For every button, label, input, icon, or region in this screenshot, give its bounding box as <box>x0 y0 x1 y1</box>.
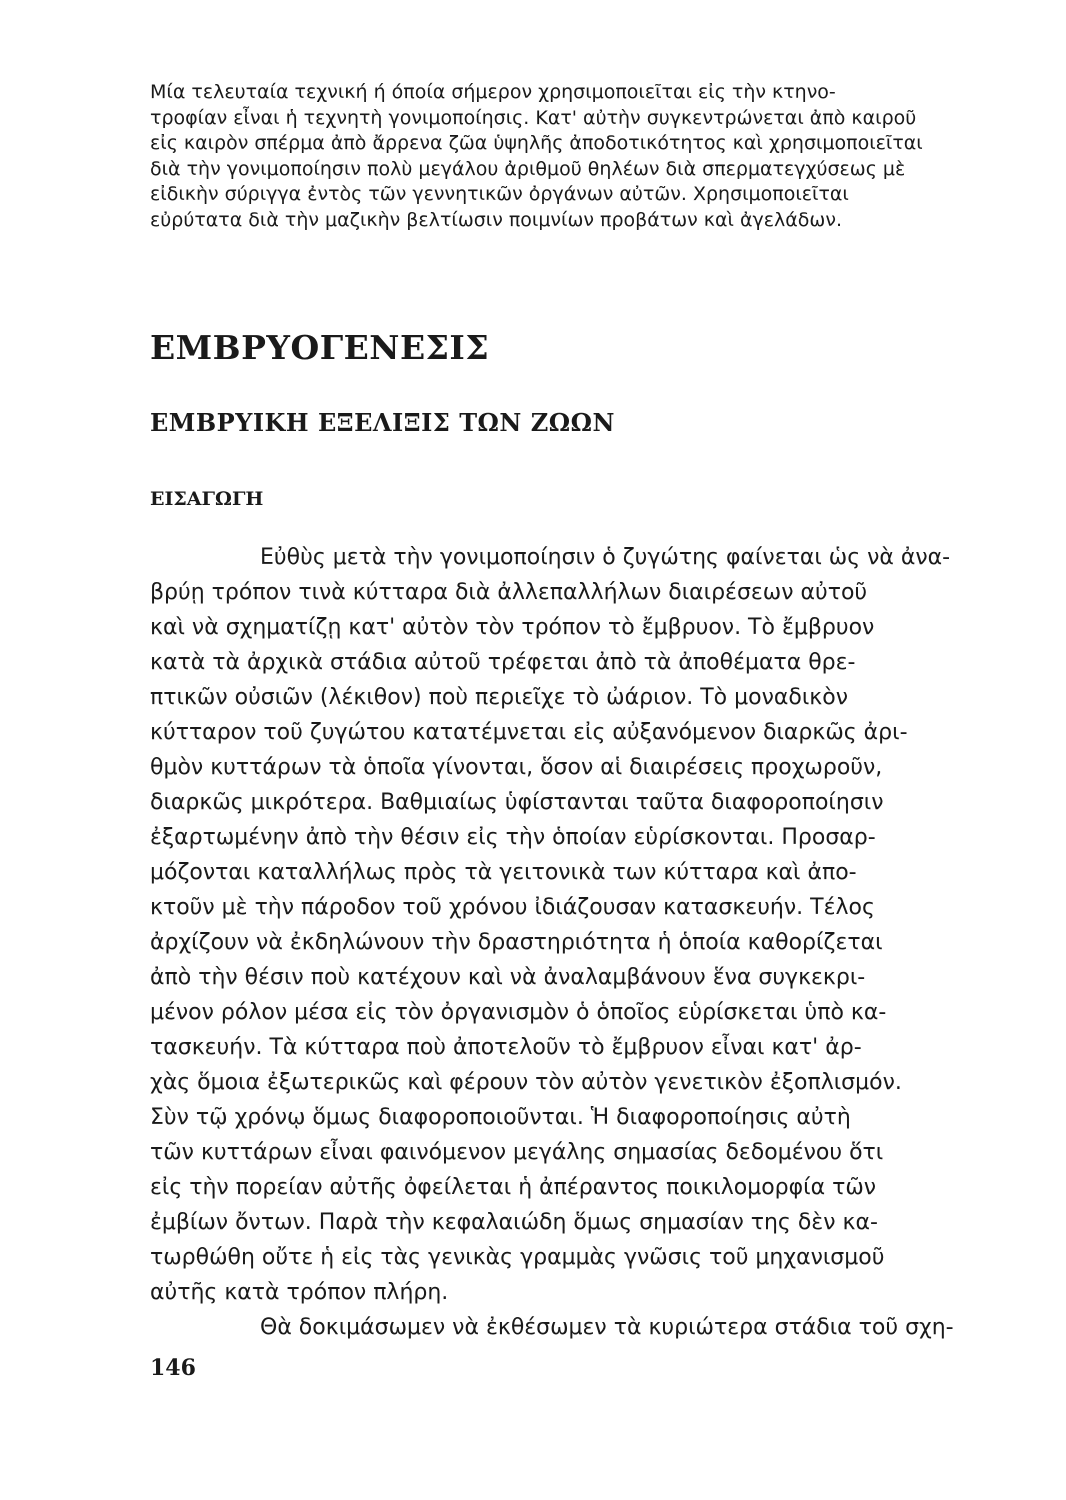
body-line: τῶν κυττάρων εἶναι φαινόμενον μεγάλης σημασίας δεδομένου ὅτι <box>150 1140 884 1165</box>
body-line: ἀπὸ τὴν θέσιν ποὺ κατέχουν καὶ νὰ ἀναλαμβάνουν ἕνα συγκεκρι- <box>150 965 866 990</box>
body-line: πτικῶν οὐσιῶν (λέκιθον) ποὺ περιεῖχε τὸ ὠάριον. Τὸ μοναδικὸν <box>150 685 849 710</box>
intro-line: εἰς καιρὸν σπέρμα ἀπὸ ἄρρενα ζῶα ὑψηλῆς ἀποδοτικότητος καὶ χρησιμοποιεῖται <box>150 132 923 154</box>
chapter-title: ΕΜΒΡΥΟΓΕΝΕΣΙΣ <box>150 328 490 367</box>
body-line: θμὸν κυττάρων τὰ ὁποῖα γίνονται, ὅσον αἱ διαιρέσεις προχωροῦν, <box>150 755 883 780</box>
body-line: τασκευήν. Τὰ κύτταρα ποὺ ἀποτελοῦν τὸ ἔμβρυον εἶναι κατ' ἀρ- <box>150 1035 862 1060</box>
body-line: Θὰ δοκιμάσωμεν νὰ ἐκθέσωμεν τὰ κυριώτερα στάδια τοῦ σχη- <box>260 1315 954 1340</box>
body-line: ἐξαρτωμένην ἀπὸ τὴν θέσιν εἰς τὴν ὁποίαν εὑρίσκονται. Προσαρ- <box>150 825 876 850</box>
body-line: Σὺν τῷ χρόνῳ ὅμως διαφοροποιοῦνται. Ἡ διαφοροποίησις αὐτὴ <box>150 1105 851 1130</box>
body-line: ἐμβίων ὄντων. Παρὰ τὴν κεφαλαιώδη ὅμως σημασίαν της δὲν κα- <box>150 1210 878 1235</box>
section-heading: ΕΙΣΑΓΩΓΗ <box>150 488 264 510</box>
body-line: καὶ νὰ σχηματίζῃ κατ' αὐτὸν τὸν τρόπον τὸ ἔμβρυον. Τὸ ἔμβρυον <box>150 615 875 640</box>
body-line: κύτταρον τοῦ ζυγώτου κατατέμνεται εἰς αὐξανόμενον διαρκῶς ἀρι- <box>150 720 908 745</box>
intro-line: Μία τελευταία τεχνική ή όποία σήμερον χρησιμοποιεῖται εἰς τὴν κτηνο- <box>150 81 836 103</box>
body-line: εἰς τὴν πορείαν αὐτῆς ὀφείλεται ἡ ἀπέραντος ποικιλομορφία τῶν <box>150 1175 877 1200</box>
page-number: 146 <box>150 1355 196 1381</box>
body-line: κτοῦν μὲ τὴν πάροδον τοῦ χρόνου ἰδιάζουσαν κατασκευήν. Τέλος <box>150 895 875 920</box>
body-line: κατὰ τὰ ἀρχικὰ στάδια αὐτοῦ τρέφεται ἀπὸ τὰ ἀποθέματα θρε- <box>150 650 856 675</box>
chapter-subtitle: ΕΜΒΡΥΙΚΗ ΕΞΕΛΙΞΙΣ ΤΩΝ ΖΩΩΝ <box>150 408 615 437</box>
intro-line: εὐρύτατα διὰ τὴν μαζικὴν βελτίωσιν ποιμνίων προβάτων καὶ ἀγελάδων. <box>150 208 842 231</box>
intro-line: τροφίαν εἶναι ἡ τεχνητὴ γονιμοποίησις. Κατ' αὐτὴν συγκεντρώνεται ἀπὸ καιροῦ <box>150 106 917 129</box>
body-paragraph <box>150 540 1020 1345</box>
intro-line: διὰ τὴν γονιμοποίησιν πολὺ μεγάλου ἀριθμοῦ θηλέων διὰ σπερματεγχύσεως μὲ <box>150 157 906 180</box>
intro-line: εἰδικὴν σύριγγα ἐντὸς τῶν γεννητικῶν ὀργάνων αὐτῶν. Χρησιμοποιεῖται <box>150 183 849 205</box>
body-line: Εὐθὺς μετὰ τὴν γονιμοποίησιν ὁ ζυγώτης φαίνεται ὡς νὰ ἀνα- <box>260 545 951 570</box>
intro-paragraph <box>150 80 1020 233</box>
body-line: τωρθώθη οὔτε ἡ εἰς τὰς γενικὰς γραμμὰς γνῶσις τοῦ μηχανισμοῦ <box>150 1245 885 1270</box>
body-line: μόζονται καταλλήλως πρὸς τὰ γειτονικὰ των κύτταρα καὶ ἀπο- <box>150 860 857 885</box>
body-line: χὰς ὅμοια ἐξωτερικῶς καὶ φέρουν τὸν αὐτὸν γενετικὸν ἐξοπλισμόν. <box>150 1070 902 1095</box>
body-line: αὐτῆς κατὰ τρόπον πλήρη. <box>150 1280 449 1305</box>
body-line: βρύῃ τρόπον τινὰ κύτταρα διὰ ἀλλεπαλλήλων διαιρέσεων αὐτοῦ <box>150 580 868 605</box>
body-line: ἀρχίζουν νὰ ἐκδηλώνουν τὴν δραστηριότητα ἡ ὁποία καθορίζεται <box>150 930 883 955</box>
body-line: μένον ρόλον μέσα εἰς τὸν ὀργανισμὸν ὁ ὁποῖος εὑρίσκεται ὑπὸ κα- <box>150 1000 887 1025</box>
body-line: διαρκῶς μικρότερα. Βαθμιαίως ὑφίστανται ταῦτα διαφοροποίησιν <box>150 790 884 815</box>
